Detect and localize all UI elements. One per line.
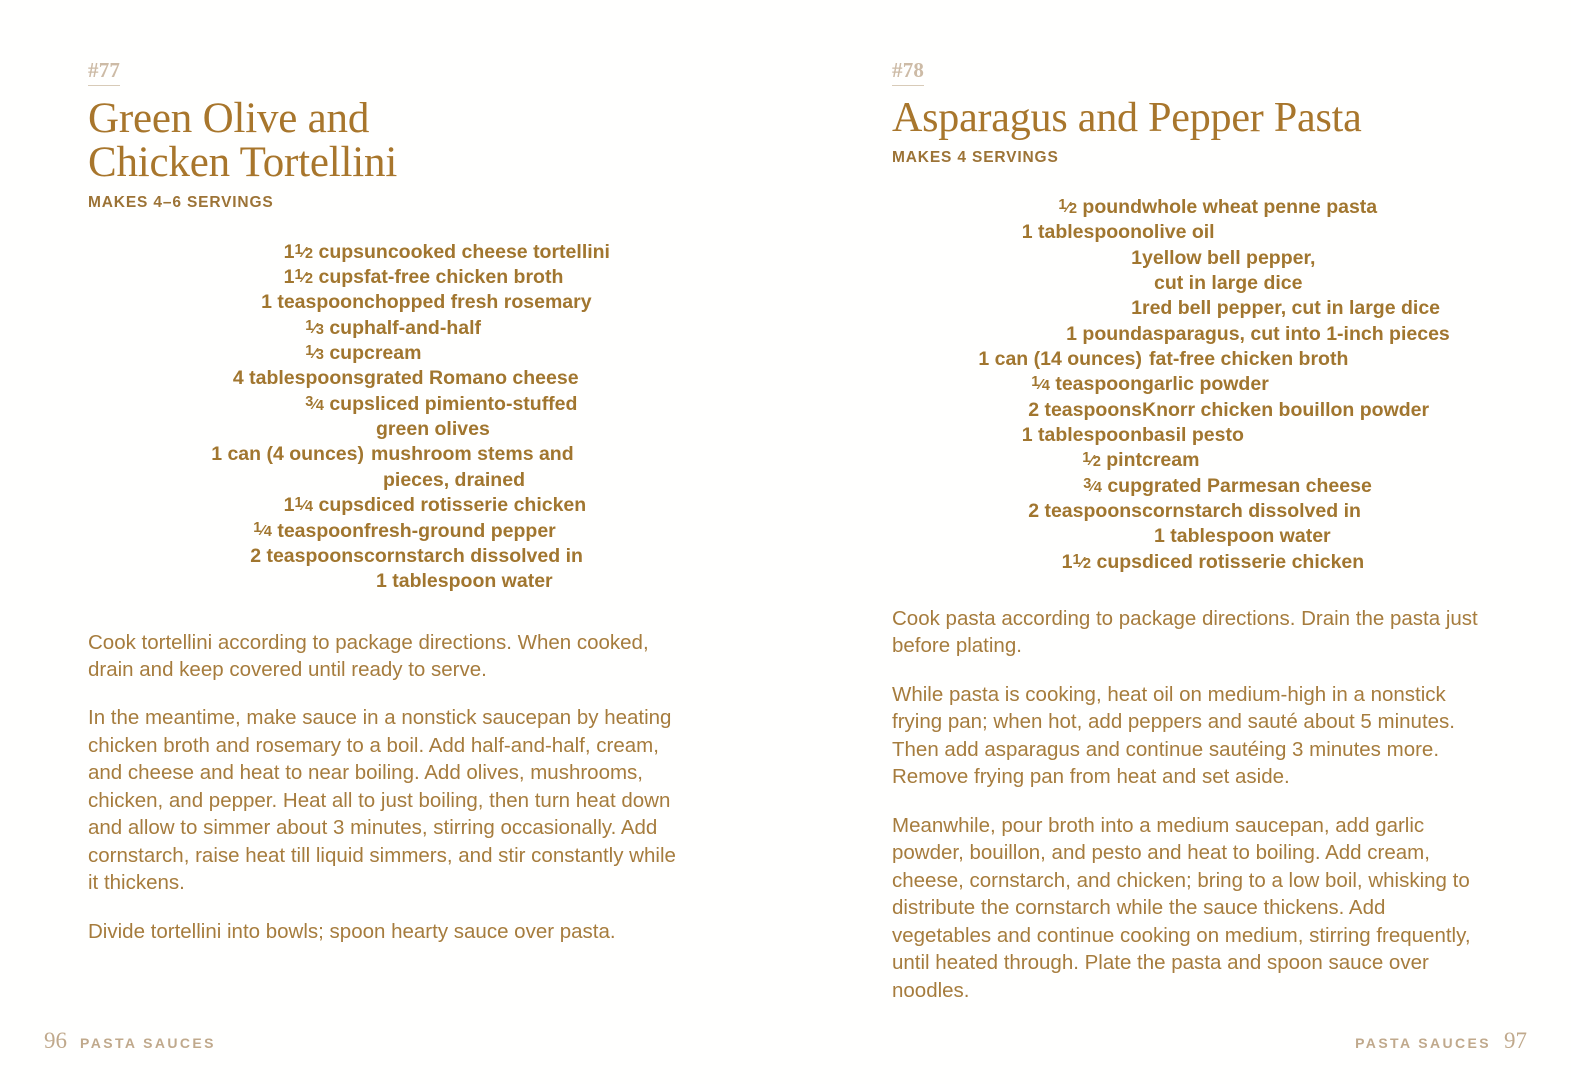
ingredient-row <box>106 493 610 518</box>
recipe-number-tag: #78 <box>892 60 924 86</box>
ingredient-name: Knorr chicken bouillon powder <box>1142 398 1430 421</box>
ingredient-quantity: 1 teaspoon <box>261 291 364 314</box>
ingredient-quantity: 1 pound <box>1066 322 1142 345</box>
footer-right <box>1355 1028 1527 1054</box>
ingredient-row <box>106 341 610 366</box>
ingredient-name-continuation: 1 tablespoon water <box>1154 525 1331 548</box>
ingredient-name: fresh-ground pepper <box>364 519 556 542</box>
ingredient-name: grated Parmesan cheese <box>1142 474 1372 497</box>
ingredient-name: uncooked cheese tortellini <box>364 240 610 263</box>
ingredient-name: chopped fresh rosemary <box>364 291 592 314</box>
ingredient-row <box>892 448 1450 473</box>
ingredient-row <box>892 322 1450 347</box>
ingredient-name: fat-free chicken broth <box>364 266 564 289</box>
ingredient-row <box>106 366 610 391</box>
footer-section-label: PASTA SAUCES <box>80 1035 216 1051</box>
ingredient-row <box>892 220 1450 245</box>
recipe-number-tag: #77 <box>88 60 120 86</box>
ingredient-row <box>892 372 1450 397</box>
ingredient-row <box>892 423 1450 448</box>
ingredient-name: cornstarch dissolved in 1 tablespoon water <box>1142 499 1450 550</box>
ingredient-row <box>892 474 1450 499</box>
recipe-title-line-1: Green Olive and <box>88 95 370 142</box>
ingredient-name: half-and-half <box>364 316 481 339</box>
ingredient-row <box>106 316 610 341</box>
ingredient-quantity: 1 can (14 ounces) <box>978 347 1142 370</box>
ingredient-name: garlic powder <box>1142 373 1269 396</box>
ingredient-quantity: 2 teaspoons <box>1028 499 1142 522</box>
ingredient-name: cream <box>1142 449 1200 472</box>
ingredient-name: cornstarch dissolved in 1 tablespoon water <box>364 544 610 595</box>
ingredient-name: basil pesto <box>1142 423 1244 446</box>
page-title <box>892 97 1492 140</box>
ingredient-name: asparagus, cut into 1-inch pieces <box>1142 322 1450 345</box>
servings-label: MAKES 4 SERVINGS <box>892 148 1059 166</box>
page-left <box>0 0 785 1084</box>
ingredient-quantity: 2 teaspoons <box>1028 398 1142 421</box>
page-number: 96 <box>44 1028 67 1053</box>
ingredient-row <box>892 499 1450 550</box>
ingredient-name: grated Romano cheese <box>364 367 579 390</box>
directions-right <box>892 605 1492 1004</box>
ingredient-name-continuation: pieces, drained <box>383 468 525 491</box>
ingredient-name: sliced pimiento-stuffed green olives <box>364 392 610 443</box>
footer-section-label: PASTA SAUCES <box>1355 1035 1491 1051</box>
recipe-title-line-1: Asparagus and Pepper Pasta <box>892 95 1362 141</box>
ingredient-quantity: $1^1⁄_2$ cups <box>283 266 364 289</box>
page-right <box>786 0 1571 1084</box>
ingredient-row <box>106 442 610 493</box>
ingredient-quantity: $1^1⁄_4$ cups <box>283 494 364 517</box>
ingredient-quantity: $^1⁄_4$ teaspoon <box>253 519 364 542</box>
ingredient-quantity: 2 teaspoons <box>250 544 364 567</box>
direction-paragraph: While pasta is cooking, heat oil on medium-high in a nonstick frying pan; when hot, add peppers and sauté about 5 minutes. Then add asparagus and continue sautéing 3 minutes more. Remove frying pan from heat and set aside. <box>892 682 1455 789</box>
ingredients-body <box>892 195 1450 575</box>
directions-left <box>88 629 688 946</box>
ingredient-row <box>106 290 610 315</box>
ingredient-quantity: 1 tablespoon <box>1021 423 1142 446</box>
page-number: 97 <box>1504 1028 1527 1053</box>
ingredient-quantity: $^3⁄_4$ cup <box>305 392 364 415</box>
ingredient-name: yellow bell pepper, cut in large dice <box>1142 246 1450 297</box>
ingredient-row <box>892 296 1450 321</box>
ingredient-row <box>106 519 610 544</box>
page-left-content <box>88 60 688 945</box>
ingredient-row <box>892 550 1450 575</box>
ingredient-row <box>106 392 610 443</box>
ingredient-quantity: 1 tablespoon <box>1021 221 1142 244</box>
page-title <box>88 97 688 185</box>
ingredient-name: mushroom stems and pieces, drained <box>364 442 610 493</box>
ingredient-row <box>892 398 1450 423</box>
direction-paragraph: Cook pasta according to package directions. Drain the pasta just before plating. <box>892 606 1478 658</box>
page-right-content <box>892 60 1492 1004</box>
ingredient-row <box>892 347 1450 372</box>
ingredient-quantity: $^3⁄_4$ cup <box>1083 474 1142 497</box>
ingredient-quantity: 4 tablespoons <box>232 367 364 390</box>
ingredient-name: red bell pepper, cut in large dice <box>1142 297 1441 320</box>
ingredient-quantity: $^1⁄_4$ teaspoon <box>1031 373 1142 396</box>
ingredient-name: whole wheat penne pasta <box>1142 195 1378 218</box>
ingredient-name: olive oil <box>1142 221 1215 244</box>
ingredient-row <box>892 246 1450 297</box>
ingredient-name: diced rotisserie chicken <box>364 494 587 517</box>
direction-paragraph: In the meantime, make sauce in a nonstick saucepan by heating chicken broth and rosemary to a boil. Add half-and-half, cream, and cheese and heat to near boiling. Add olives, mushrooms, chicken, and pepper. Heat all to just boiling, then turn heat down and allow to simmer about 3 minutes, stirring occasionally. Add cornstarch, raise heat till liquid simmers, and stir constantly while it thickens. <box>88 706 676 895</box>
ingredient-row <box>106 240 610 265</box>
ingredient-quantity: 1 <box>1131 246 1142 269</box>
ingredient-row <box>106 265 610 290</box>
ingredient-quantity: 1 <box>1131 297 1142 320</box>
ingredient-quantity: $1^1⁄_2$ cups <box>283 240 364 263</box>
ingredient-name: diced rotisserie chicken <box>1142 550 1365 573</box>
ingredients-list-right <box>892 195 1450 575</box>
ingredient-quantity: $^1⁄_3$ cup <box>305 316 364 339</box>
direction-paragraph: Divide tortellini into bowls; spoon hearty sauce over pasta. <box>88 919 616 943</box>
ingredient-row <box>106 544 610 595</box>
footer-left <box>44 1028 216 1054</box>
servings-label: MAKES 4–6 SERVINGS <box>88 193 274 211</box>
ingredient-name: cream <box>364 342 422 365</box>
ingredient-name: fat-free chicken broth <box>1149 347 1349 370</box>
direction-paragraph: Cook tortellini according to package directions. When cooked, drain and keep covered until ready to serve. <box>88 630 649 681</box>
ingredients-list-left <box>106 240 610 595</box>
ingredient-row <box>892 195 1450 220</box>
direction-paragraph: Meanwhile, pour broth into a medium saucepan, add garlic powder, bouillon, and pesto and heat to boiling. Add cream, cheese, cornstarch, and chicken; bring to a low boil, whisking to distribute the cornstarch while the sauce thickens. Add vegetables and continue cooking on medium, stirring frequently, until heated through. Plate the pasta and spoon sauce over noodles. <box>892 813 1471 1002</box>
ingredient-quantity: $1^1⁄_2$ cups <box>1061 550 1142 573</box>
recipe-title-line-2: Chicken Tortellini <box>88 138 398 186</box>
ingredient-quantity: $^1⁄_3$ cup <box>305 342 364 365</box>
ingredient-quantity: $^1⁄_2$ pound <box>1058 195 1142 218</box>
ingredient-quantity: $^1⁄_2$ pint <box>1082 449 1142 472</box>
ingredient-name-continuation: cut in large dice <box>1154 271 1303 294</box>
ingredient-quantity: 1 can (4 ounces) <box>211 443 364 466</box>
ingredients-body <box>106 240 610 595</box>
ingredient-name-continuation: 1 tablespoon water <box>376 570 553 593</box>
ingredient-name-continuation: green olives <box>376 418 490 441</box>
